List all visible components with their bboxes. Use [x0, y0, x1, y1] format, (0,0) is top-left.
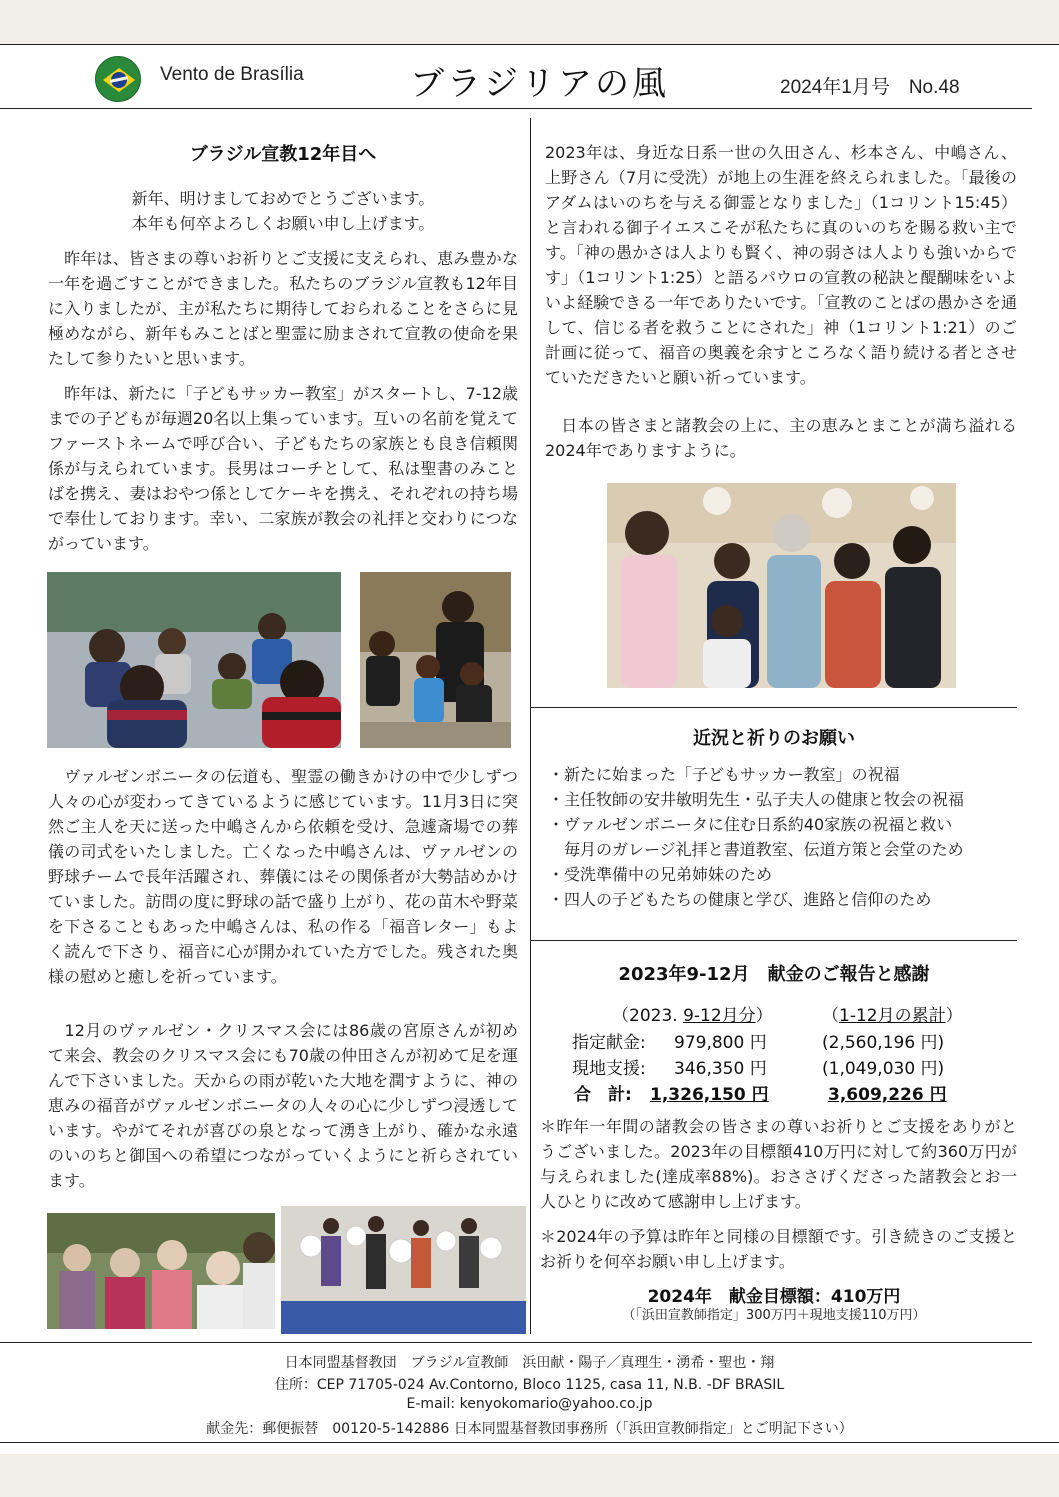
col1-head-pre: （2023.: [612, 1006, 684, 1026]
coach-with-children-photo: [360, 572, 511, 748]
report-col1-head: [612, 1001, 773, 1026]
family-photo: [607, 483, 956, 688]
prayer-top-rule: [531, 707, 1017, 708]
soccer-class-photo: [47, 572, 341, 748]
report-note-1: ＊昨年一年間の諸教会の皆さまの尊いお祈りとご支援をありがとうございました。2023年の目標額410万円に対して約360万円が与えられました(達成率88%)。おささげくださった諸教会とお一人ひとりに改めて感謝申し上げます。: [540, 1117, 1017, 1211]
col2-head-pre: （: [822, 1006, 839, 1026]
article1-paragraph-1: 昨年は、皆さまの尊いお祈りとご支援に支えられ、恵み豊かな一年を過ごすことができました。私たちのブラジル宣教も12年目に入りましたが、主が私たちに期待しておられることをさらに見極めながら、新年もみことばと聖霊に励まされて宣教の使命を果たして参りたいと思います。: [48, 249, 518, 368]
article1-heading: ブラジル宣教12年目へ: [189, 144, 377, 165]
article1-paragraph-2: 昨年は、新たに「子どもサッカー教室」がスタートし、7-12歳までの子どもが毎週20名以上集っています。互いの名前を覚えてファーストネームで呼び合い、子どもたちの家族とも良き信頼関係が与えられています。長男はコーチとして、私は聖書のみことばを携え、妻はおやつ係としてケーキを携え、それぞれの持ち場で奉仕しております。幸い、二家族が教会の礼拝と交わりにつながっています。: [48, 384, 518, 553]
greeting-line-2: 本年も何卒よろしくお願い申し上げます。: [131, 214, 435, 233]
col2-head-range: 1-12月の累計: [839, 1006, 946, 1026]
snowflake-group-photo: [281, 1206, 526, 1334]
col1-head-range: 9-12月分: [683, 1006, 756, 1026]
prayer-heading: 近況と祈りのお願い: [693, 728, 855, 749]
footer-email[interactable]: E-mail: kenyokomario@yahoo.co.jp: [406, 1396, 653, 1412]
prayer-item: ・ヴァルゼンボニータに住む日系約40家族の祝福と救い: [548, 815, 953, 834]
row2-value-total: (1,049,030 円): [822, 1059, 945, 1079]
prayer-item: ・四人の子どもたちの健康と学び、進路と信仰のため: [548, 890, 932, 909]
row1-value-period: 979,800 円: [674, 1033, 767, 1053]
brazil-flag-icon: [95, 56, 141, 102]
footer-donation-info: 献金先：郵便振替 00120-5-142886 日本同盟基督教団事務所（「浜田宣教師指定」とご明記下さい）: [206, 1421, 853, 1437]
footer-address: 住所：CEP 71705-024 Av.Contorno, Bloco 1125, casa 11, N.B. -DF BRASIL: [274, 1377, 785, 1393]
report-note-2: ＊2024年の予算は昨年と同様の目標額です。引き続きのご支援とお祈りを何卒お願い申し上げます。: [540, 1227, 1017, 1271]
row2-label: 現地支援:: [572, 1059, 646, 1079]
row2-value-period: 346,350 円: [674, 1059, 767, 1079]
top-rule: [0, 44, 1059, 45]
prayer-item: 毎月のガレージ礼拝と書道教室、伝道方策と会堂のため: [548, 840, 964, 859]
total-label: 合 計:: [574, 1085, 632, 1105]
greeting-line-1: 新年、明けましておめでとうございます。: [131, 189, 435, 208]
report-heading: 2023年9-12月 献金のご報告と感謝: [618, 964, 930, 985]
offering-goal-breakdown: （「浜田宣教師指定」300万円＋現地支援110万円）: [622, 1308, 926, 1323]
christmas-gathering-photo: [47, 1213, 275, 1329]
prayer-list: [548, 762, 1018, 912]
prayer-item: ・主任牧師の安井敏明先生・弘子夫人の健康と牧会の祝福: [548, 790, 965, 809]
total-value-period: 1,326,150 円: [650, 1085, 769, 1105]
newsletter-title: ブラジリアの風: [410, 64, 669, 104]
article2-paragraph-2: 日本の皆さまと諸教会の上に、主の恵みとまことが満ち溢れる2024年でありますように。: [545, 416, 1017, 460]
issue-number: 2024年1月号 No.48: [780, 77, 960, 98]
report-top-rule: [531, 940, 1017, 941]
report-col2-head: [822, 1001, 963, 1026]
prayer-item: ・受洗準備中の兄弟姉妹のため: [548, 865, 773, 884]
col2-head-post: ）: [945, 1006, 963, 1026]
total-value-cumulative: 3,609,226 円: [828, 1085, 947, 1105]
bottom-rule: [0, 1442, 1059, 1443]
footer-missionaries: 日本同盟基督教団 ブラジル宣教師 浜田献・陽子／真理生・湧希・聖也・翔: [284, 1355, 775, 1371]
row1-label: 指定献金:: [572, 1033, 646, 1053]
header-rule: [0, 108, 1032, 109]
article1-paragraph-3: ヴァルゼンボニータの伝道も、聖霊の働きかけの中で少しずつ人々の心が変わってきているように感じています。11月3日に突然ご主人を天に送った中嶋さんから依頼を受け、急遽斎場での葬儀の司式をいたしました。亡くなった中嶋さんは、ヴァルゼンの野球チームで長年活躍され、葬儀にはその関係者が大勢詰めかけていました。訪問の度に野球の話で盛り上がり、花の苗木や野菜を下さることもあった中嶋さんは、私の作る「福音レター」もよく読んで下さり、福音に心が開かれていた方でした。残された奥様の慰めと癒しを祈っています。: [48, 767, 518, 986]
article2-paragraph-1: 2023年は、身近な日系一世の久田さん、杉本さん、中嶋さん、上野さん（7月に受洗）が地上の生涯を終えられました。「最後のアダムはいのちを与える御霊となりました」（1コリント15:45）と言われる御子イエスこそが私たちに真のいのちを賜る救い主です。「神の愚かさは人よりも賢く、神の弱さは人よりも強いからです」（1コリント1:25）と語るパウロの宣教の秘訣と醍醐味をいよいよ経験できる一年でありたいです。「宣教のことばの愚かさを通して、信じる者を救うことにされた」神（1コリント1:21）のご計画に従って、福音の奥義を余すところなく語り続ける者とさせていただきたいと願い祈っています。: [545, 143, 1017, 387]
footer-rule: [0, 1342, 1032, 1343]
article1-paragraph-4: 12月のヴァルゼン・クリスマス会には86歳の宮原さんが初めて来会、教会のクリスマス会にも70歳の仲田さんが初めて足を運んで下さいました。天からの雨が乾いた大地を潤すように、神の恵みの福音がヴァルゼンボニータの人々の心に少しずつ浸透しています。やがてそれが喜びの泉となって湧き上がり、確かな永遠のいのちと御国への希望につながっていくようにと祈らされています。: [48, 1021, 518, 1190]
row1-value-total: (2,560,196 円): [822, 1033, 945, 1053]
prayer-item: ・新たに始まった「子どもサッカー教室」の祝福: [548, 765, 900, 784]
col1-head-post: ）: [755, 1006, 773, 1026]
vento-de-brasilia: Vento de Brasília: [160, 64, 304, 85]
offering-goal: 2024年 献金目標額：410万円: [647, 1287, 901, 1307]
